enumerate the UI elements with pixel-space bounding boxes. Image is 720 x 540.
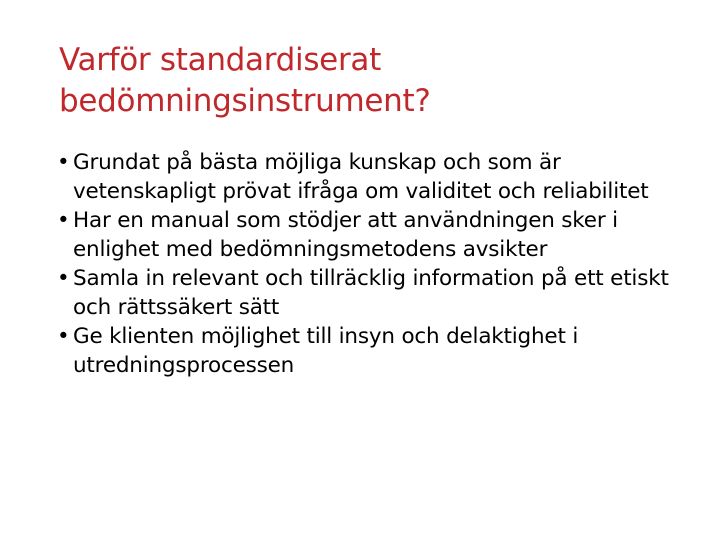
bullet-marker: •	[57, 324, 70, 349]
bullet-item-3	[57, 264, 677, 322]
bullet-text-3: Samla in relevant och tillräcklig information på ett etiskt och rättssäkert sätt	[73, 266, 669, 320]
bullet-item-4	[57, 322, 677, 380]
bullet-marker: •	[57, 266, 70, 291]
bullet-list	[57, 148, 677, 380]
slide-title-line-1: Varför standardiserat	[59, 42, 381, 78]
bullet-marker: •	[57, 208, 70, 233]
bullet-item-1	[57, 148, 677, 206]
bullet-marker: •	[57, 150, 70, 175]
bullet-text-2: Har en manual som stödjer att användningen sker i enlighet med bedömningsmetodens avsikter	[73, 208, 618, 262]
slide-title-line-2: bedömningsinstrument?	[59, 83, 431, 119]
bullet-text-1: Grundat på bästa möjliga kunskap och som är vetenskapligt prövat ifråga om validitet och reliabilitet	[73, 150, 649, 204]
bullet-text-4: Ge klienten möjlighet till insyn och delaktighet i utredningsprocessen	[73, 324, 579, 378]
slide-title	[59, 40, 679, 122]
bullet-item-2	[57, 206, 677, 264]
